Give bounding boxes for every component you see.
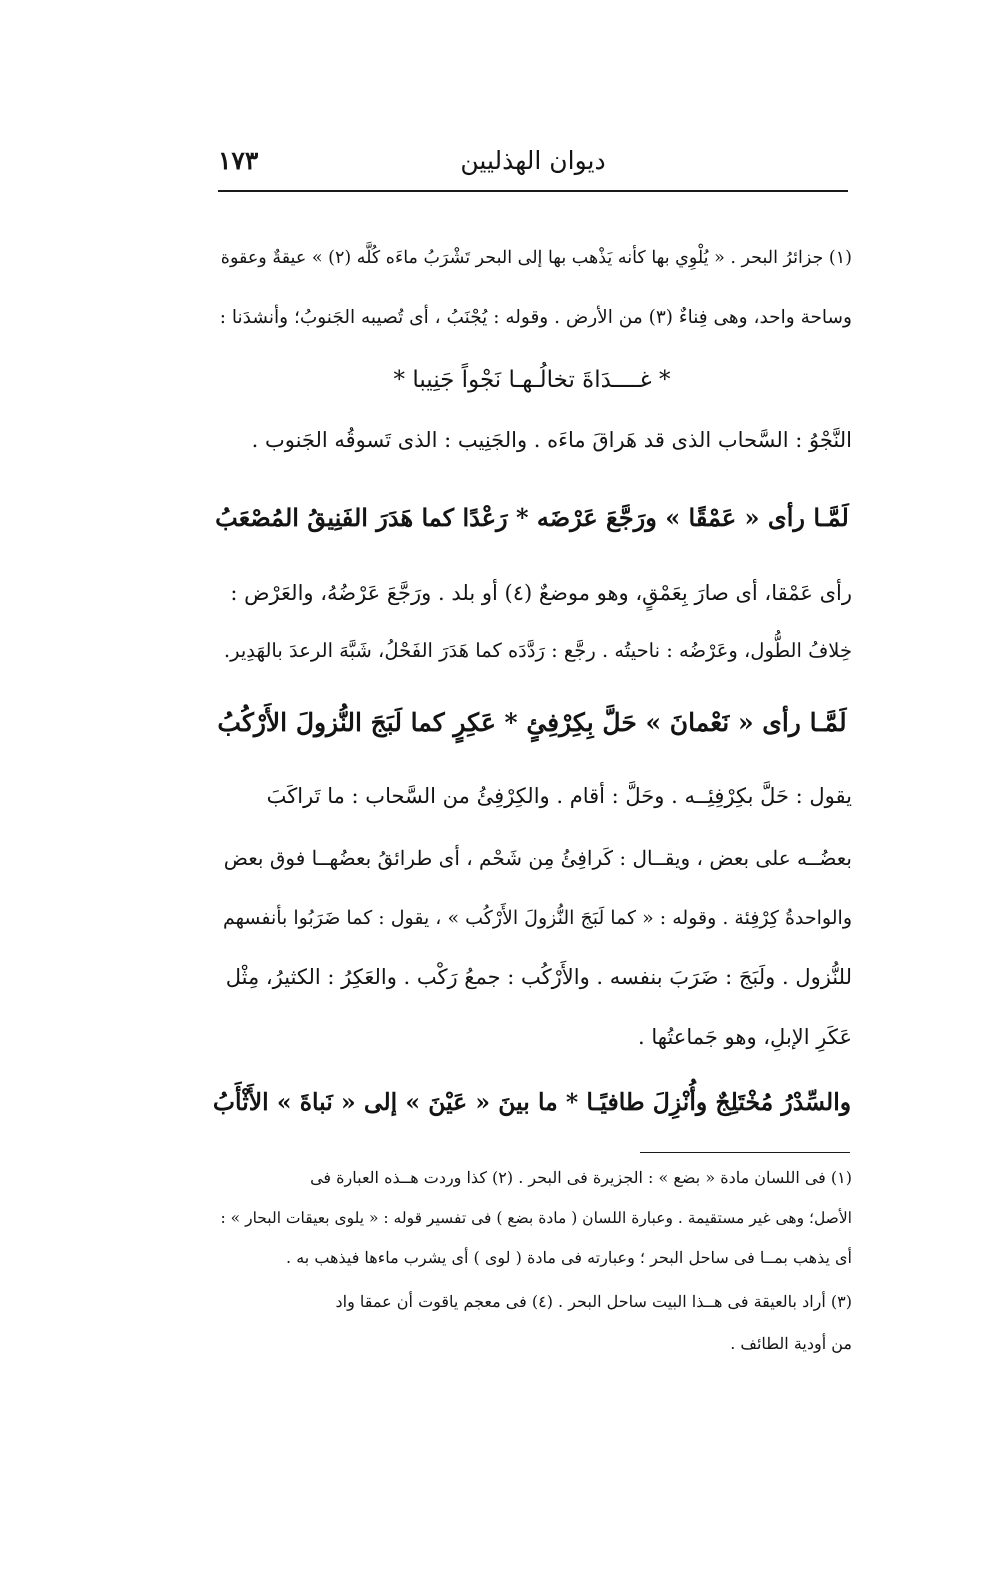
commentary-line: للنُّزول . ولَبَجَ : ضَرَبَ بنفسه . والأَرْكُب : جمعُ رَكْب . والعَكِرُ : الكثيرُ، مِثْل bbox=[225, 965, 852, 989]
commentary-line: يقول : حَلَّ بكِرْفِئِــه . وحَلَّ : أقام . والكِرْفِئُ من السَّحاب : ما تَراكَبَ bbox=[266, 784, 852, 808]
page-header bbox=[218, 140, 848, 192]
poem-verse: لَمَّـا رأى « نَعْمانَ » حَلَّ بِكِرْفِئٍ * عَكِرٍ كما لَبَجَ النُّزولَ الأَرْكُبُ bbox=[217, 708, 847, 737]
commentary-line: (١) جزائرُ البحر . « يُلْوِي بها كأنه يَذْهب بها إلى البحر تَشْرَبُ ماءَه كُلَّه (٢) » عيقةٌ وعقوة bbox=[220, 248, 852, 268]
commentary-line: رأى عَمْقا، أى صارَ بِعَمْقٍ، وهو موضعٌ (٤) أو بلد . ورَجَّعَ عَرْضُهُ، والعَرْض : bbox=[230, 581, 852, 605]
footnote-line: أى يذهب بمــا فى ساحل البحر ؛ وعبارته فى مادة ( لوى ) أى يشرب ماءها فيذهب به . bbox=[286, 1248, 852, 1267]
commentary-line: خِلافُ الطُّول، وعَرْضُه : ناحيتُه . رجَّع : رَدَّدَه كما هَدَرَ الفَحْلُ، شَبَّهَ الرعدَ بالهَدِير. bbox=[223, 639, 852, 662]
poem-verse: والسِّدْرُ مُخْتَلِجٌ وأُنْزِلَ طافيًـا * ما بينَ « عَيْنَ » إلى « نَباةَ » الأَثْأَبُ bbox=[212, 1088, 852, 1116]
commentary-line: وساحة واحد، وهى فِناءٌ (٣) من الأرض . وقوله : يُجْنَبُ ، أى تُصيبه الجَنوبُ؛ وأنشدَنا : bbox=[219, 307, 852, 328]
footnote-line: الأصل؛ وهى غير مستقيمة . وعبارة اللسان ( مادة بضع ) فى تفسير قوله : « يلوى بعيقات البحار » : bbox=[220, 1209, 852, 1227]
footnote-line: (٣) أراد بالعيقة فى هــذا البيت ساحل البحر . (٤) فى معجم ياقوت أن عمقا واد bbox=[335, 1292, 852, 1311]
footnote-rule bbox=[640, 1152, 850, 1153]
commentary-line: عَكَرِ الإبلِ، وهو جَماعتُها . bbox=[638, 1025, 852, 1049]
commentary-line: النَّجْوُ : السَّحاب الذى قد هَراقَ ماءَه . والجَنِيب : الذى تَسوقُه الجَنوب . bbox=[251, 428, 852, 452]
commentary-line: والواحدةُ كِرْفِئة . وقوله : « كما لَبَجَ النُّزولَ الأَرْكُب » ، يقول : كما ضَرَبُوا بأنفسهم bbox=[223, 907, 852, 929]
half-verse: * غــــدَاةَ تخالُـهـا نَجْواً جَنِيبا * bbox=[393, 367, 671, 393]
footnote-line: (١) فى اللسان مادة « بضع » : الجزيرة فى البحر . (٢) كذا وردت هــذه العبارة فى bbox=[310, 1168, 852, 1187]
commentary-line: بعضُــه على بعض ، ويقــال : كَرافِئُ مِن شَحْم ، أى طرائقُ بعضُهــا فوق بعض bbox=[223, 846, 852, 870]
running-title: ديوان الهذليين bbox=[460, 146, 606, 175]
poem-verse: لَمَّـا رأى « عَمْقًا » ورَجَّعَ عَرْضَه * رَعْدًا كما هَدَرَ الفَنِيقُ المُصْعَبُ bbox=[215, 503, 849, 532]
page-number: ١٧٣ bbox=[218, 146, 259, 175]
footnote-line: من أودية الطائف . bbox=[730, 1334, 852, 1353]
